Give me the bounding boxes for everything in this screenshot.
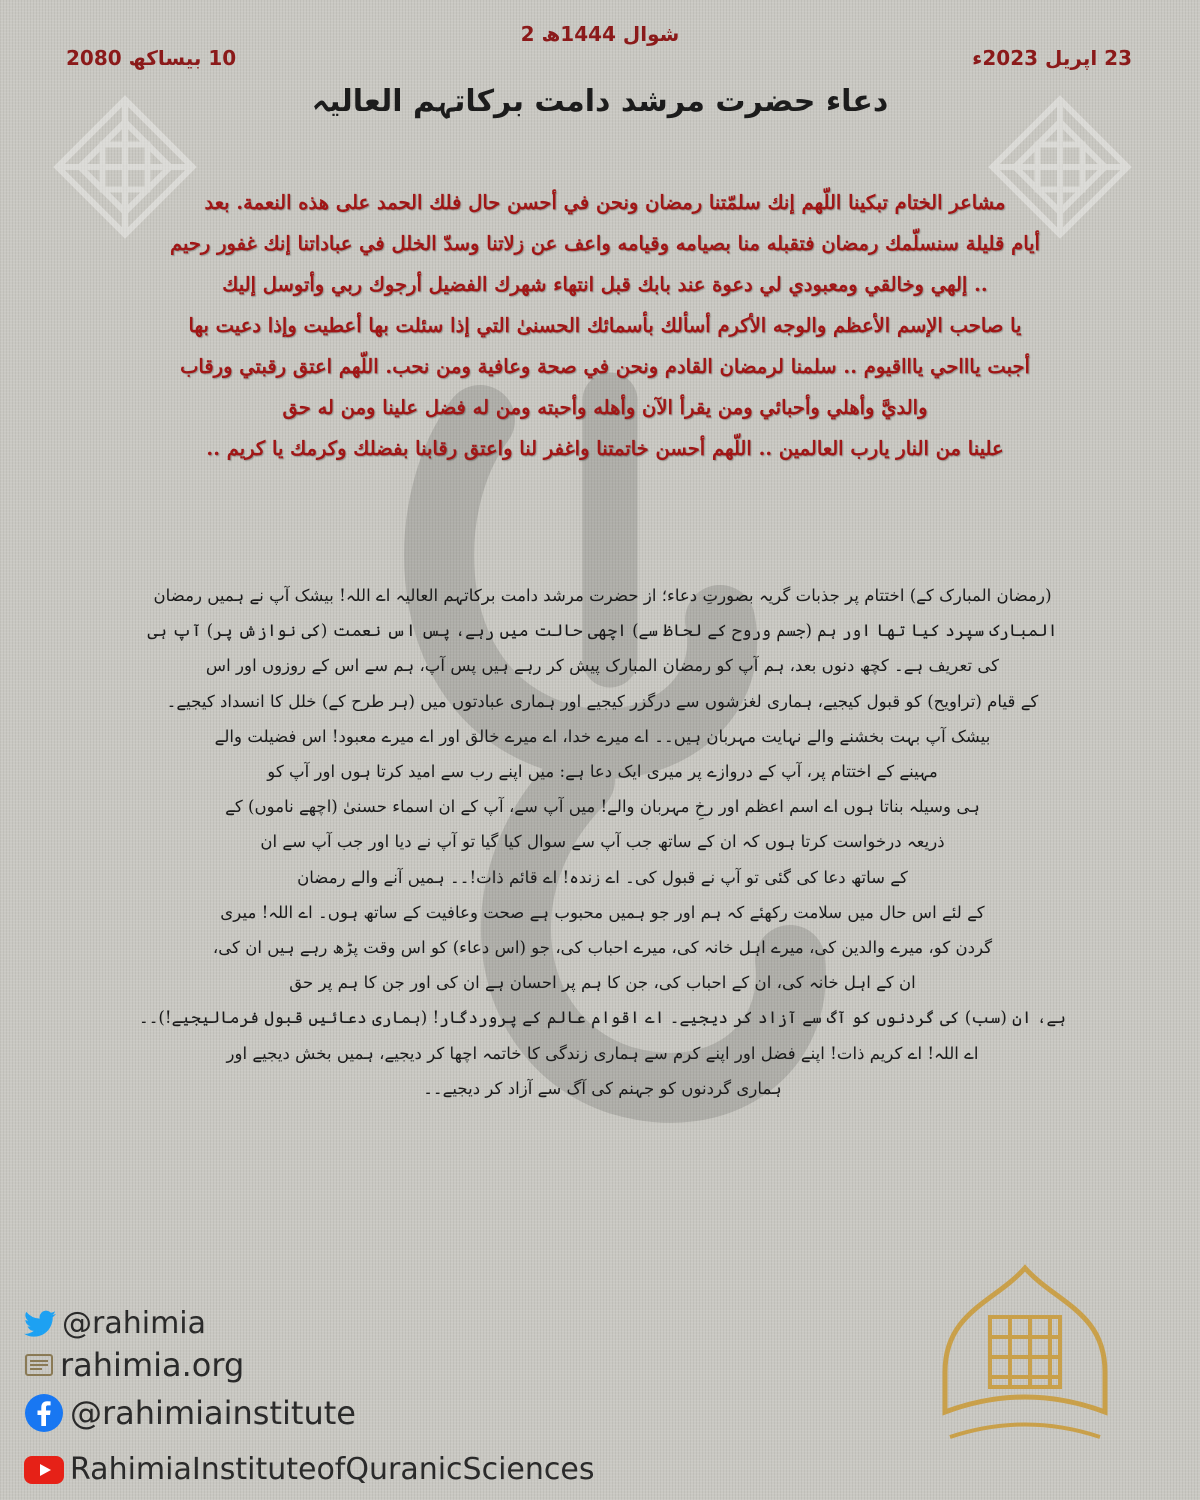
urdu-line: بیشک آپ بہت بخشنے والے نہایت مہربان ہیں۔۔ اے میرے خدا، اے میرے خالق اور اے میرے معبود! اس فضیلت والے [214,726,991,746]
youtube-icon [24,1456,64,1484]
urdu-line: کے قیام (تراویح) کو قبول کیجیے، ہماری لغزشوں سے درگزر کیجیے اور ہماری عبادتوں میں (ہر طرح کے) خلل کا انسداد کیجیے۔ [166,691,1039,711]
twitter-link[interactable] [24,1306,206,1341]
gregorian-date: 23 اپریل 2023ء [972,46,1132,70]
arabic-line: يا صاحب الإسم الأعظم والوجه الأكرم أسألك بأسمائك الحسنىٰ التي إذا سئلت بها أعطيت وإذا دعيت بها [188,314,1022,337]
urdu-line: کی تعریف ہے۔ کچھ دنوں بعد، ہم آپ کو رمضان المبارک پیش کر رہے ہیں پس آپ، ہم سے اس کے روزوں اور اس [205,656,1000,676]
urdu-line: کے لئے اس حال میں سلامت رکھئے کہ ہم اور جو ہمیں محبوب ہے صحت وعافیت کے ساتھ ہوں۔ اے اللہ! میری [220,902,985,922]
arabic-dua [90,182,1120,469]
arabic-line: والديَّ وأهلي وأحبائي ومن يقرأ الآن وأهله وأحبته ومن له فضل علينا ومن له حق [282,396,928,419]
urdu-line: ہی وسیلہ بناتا ہوں اے اسم اعظم اور رخِ مہربان والے! میں آپ سے، آپ کے ان اسماء حسنیٰ (اچھے ناموں) کے [225,797,980,817]
urdu-line: گردن کو، میرے والدین کی، میرے اہل خانہ کی، میرے احباب کی، جو (اس دعاء) کو اس وقت پڑھ رہے ہیں ان کی، [212,938,993,958]
urdu-line: اے اللہ! اے کریم ذات! اپنے فضل اور اپنے کرم سے ہماری زندگی کا خاتمہ اچھا کر دیجیے، ہمیں بخش دیجیے اور [226,1043,979,1063]
twitter-icon [24,1310,56,1338]
urdu-line: کے ساتھ دعا کی گئی تو آپ نے قبول کی۔ اے زندہ! اے قائم ذات!۔۔ ہمیں آنے والے رمضان [297,867,908,887]
page-title: دعاء حضرت مرشد دامت برکاتہم العالیہ [311,84,889,119]
web-icon [24,1352,54,1378]
youtube-channel: RahimiaInstituteofQuranicSciences [70,1452,595,1487]
rahimia-emblem [905,1262,1145,1492]
facebook-handle: @rahimiainstitute [70,1394,356,1432]
rahimia-logo [905,1262,1145,1492]
urdu-line: المبارک سپرد کیا تھا اور ہم (جسم وروح کے لحاظ سے) اچھی حالت میں رہے، پس اس نعمت (کی نوازش پر) آپ ہی [147,621,1058,641]
arabic-line: علينا من النار يارب العالمين .. اللّهم أحسن خاتمتنا واغفر لنا واعتق رقابنا بفضلك وكرمك يا كريم .. [206,437,1004,460]
urdu-translation [100,578,1105,1106]
arabic-line: أجبت ياااحي ياااقيوم .. سلمنا لرمضان القادم ونحن في صحة وعافية ومن نحب. اللّهم اعتق رقبتي ورقاب [180,355,1030,378]
arabic-line: أيام قليلة سنسلّمك رمضان فتقبله منا بصيامه وقيامه واعف عن زلاتنا وسدّ الخلل في عباداتنا إنك غفور رحيم [170,232,1040,255]
urdu-line: مہینے کے اختتام پر، آپ کے دروازے پر میری ایک دعا ہے: میں اپنے رب سے امید کرتا ہوں اور آپ کو [267,762,938,782]
website-url: rahimia.org [60,1346,245,1384]
bikrami-date: 10 بیساکھ 2080 [66,46,237,70]
urdu-line: ان کے اہل خانہ کی، ان کے احباب کی، جن کا ہم پر احسان ہے ان کی اور جن کا ہم پر حق [289,973,916,993]
facebook-icon [24,1393,64,1433]
youtube-link[interactable] [24,1452,594,1487]
arabic-line: .. إلهي وخالقي ومعبودي لي دعوة عند بابك قبل انتهاء شهرك الفضيل أرجوك ربي وأتوسل إليك [222,273,988,296]
twitter-handle: @rahimia [62,1306,207,1341]
hijri-date: 2 شوال 1444ھ [520,22,680,46]
website-link[interactable] [24,1346,244,1384]
urdu-line: ہے، ان (سب) کی گردنوں کو آگ سے آزاد کر دیجیے۔ اے اقوام عالم کے پروردگار! (ہماری دعائیں قبول فرمالیجیے!)۔۔ [138,1008,1066,1028]
arabic-line: مشاعر الختام تبكينا اللّهم إنك سلمّتنا رمضان ونحن في أحسن حال فلك الحمد على هذه النعمة. بعد [204,191,1006,214]
urdu-line: ذریعہ درخواست کرتا ہوں کہ ان کے ساتھ جب آپ سے سوال کیا گیا تو آپ نے دیا اور جب آپ سے ان [260,832,945,852]
facebook-link[interactable] [24,1393,356,1433]
urdu-line: ہماری گردنوں کو جہنم کی آگ سے آزاد کر دیجیے۔۔ [423,1078,782,1098]
urdu-line: (رمضان المبارک کے) اختتام پر جذبات گریہ بصورتِ دعاء؛ از حضرت مرشد دامت برکاتہم العالیہ اے اللہ! بیشک آپ نے ہمیں رمضان [153,586,1052,605]
